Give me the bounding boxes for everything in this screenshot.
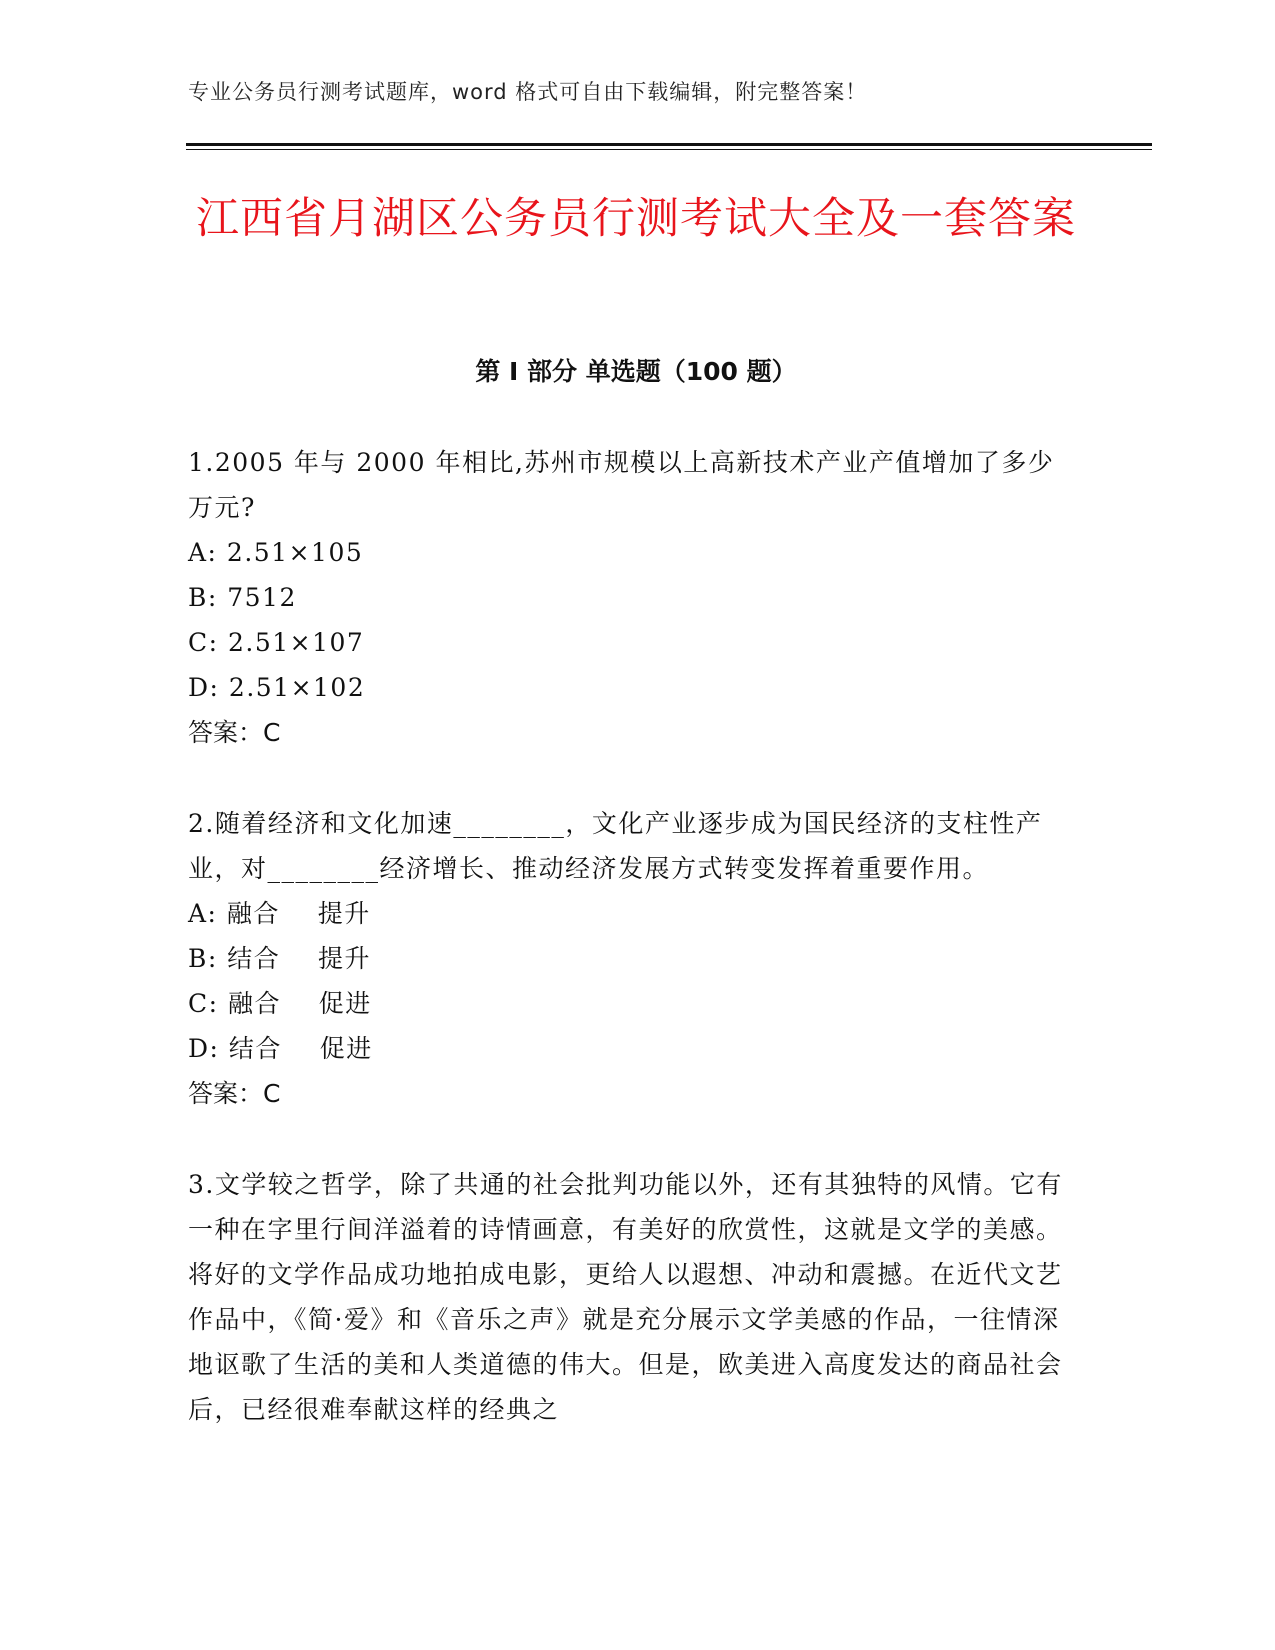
option-b: B: 7512 bbox=[188, 583, 297, 612]
option-c: C: 融合 促进 bbox=[188, 989, 372, 1018]
option-a: A: 融合 提升 bbox=[188, 899, 371, 928]
question-stem: 2.随着经济和文化加速________，文化产业逐步成为国民经济的支柱性产业，对________经济增长、推动经济发展方式转变发挥着重要作用。 bbox=[188, 809, 1043, 883]
header-rule-thick bbox=[186, 143, 1152, 146]
question-stem: 3.文学较之哲学，除了共通的社会批判功能以外，还有其独特的风情。它有一种在字里行间洋溢着的诗情画意，有美好的欣赏性，这就是文学的美感。将好的文学作品成功地拍成电影，更给人以遐想、冲动和震撼。在近代文艺作品中，《简·爱》和《音乐之声》就是充分展示文学美感的作品，一往情深地讴歌了生活的美和人类道德的伟大。但是，欧美进入高度发达的商品社会后，已经很难奉献这样的经典之 bbox=[188, 1170, 1063, 1424]
option-c: C: 2.51×107 bbox=[188, 628, 365, 657]
question-3 bbox=[188, 1162, 1068, 1432]
question-2 bbox=[188, 801, 1068, 1116]
option-a: A: 2.51×105 bbox=[188, 538, 364, 567]
document-title: 江西省月湖区公务员行测考试大全及一套答案 bbox=[196, 194, 1076, 244]
header-rule-thin bbox=[186, 149, 1152, 150]
answer: 答案：C bbox=[188, 718, 281, 747]
option-b: B: 结合 提升 bbox=[188, 944, 372, 973]
section-title: 第 I 部分 单选题（100 题） bbox=[475, 357, 797, 386]
question-list bbox=[188, 440, 1068, 1478]
option-d: D: 2.51×102 bbox=[188, 673, 366, 702]
option-d: D: 结合 促进 bbox=[188, 1034, 373, 1063]
header-note: 专业公务员行测考试题库，word 格式可自由下载编辑，附完整答案！ bbox=[188, 80, 868, 104]
question-1 bbox=[188, 440, 1068, 755]
question-stem: 1.2005 年与 2000 年相比,苏州市规模以上高新技术产业产值增加了多少万元? bbox=[188, 448, 1055, 522]
answer: 答案：C bbox=[188, 1079, 281, 1108]
